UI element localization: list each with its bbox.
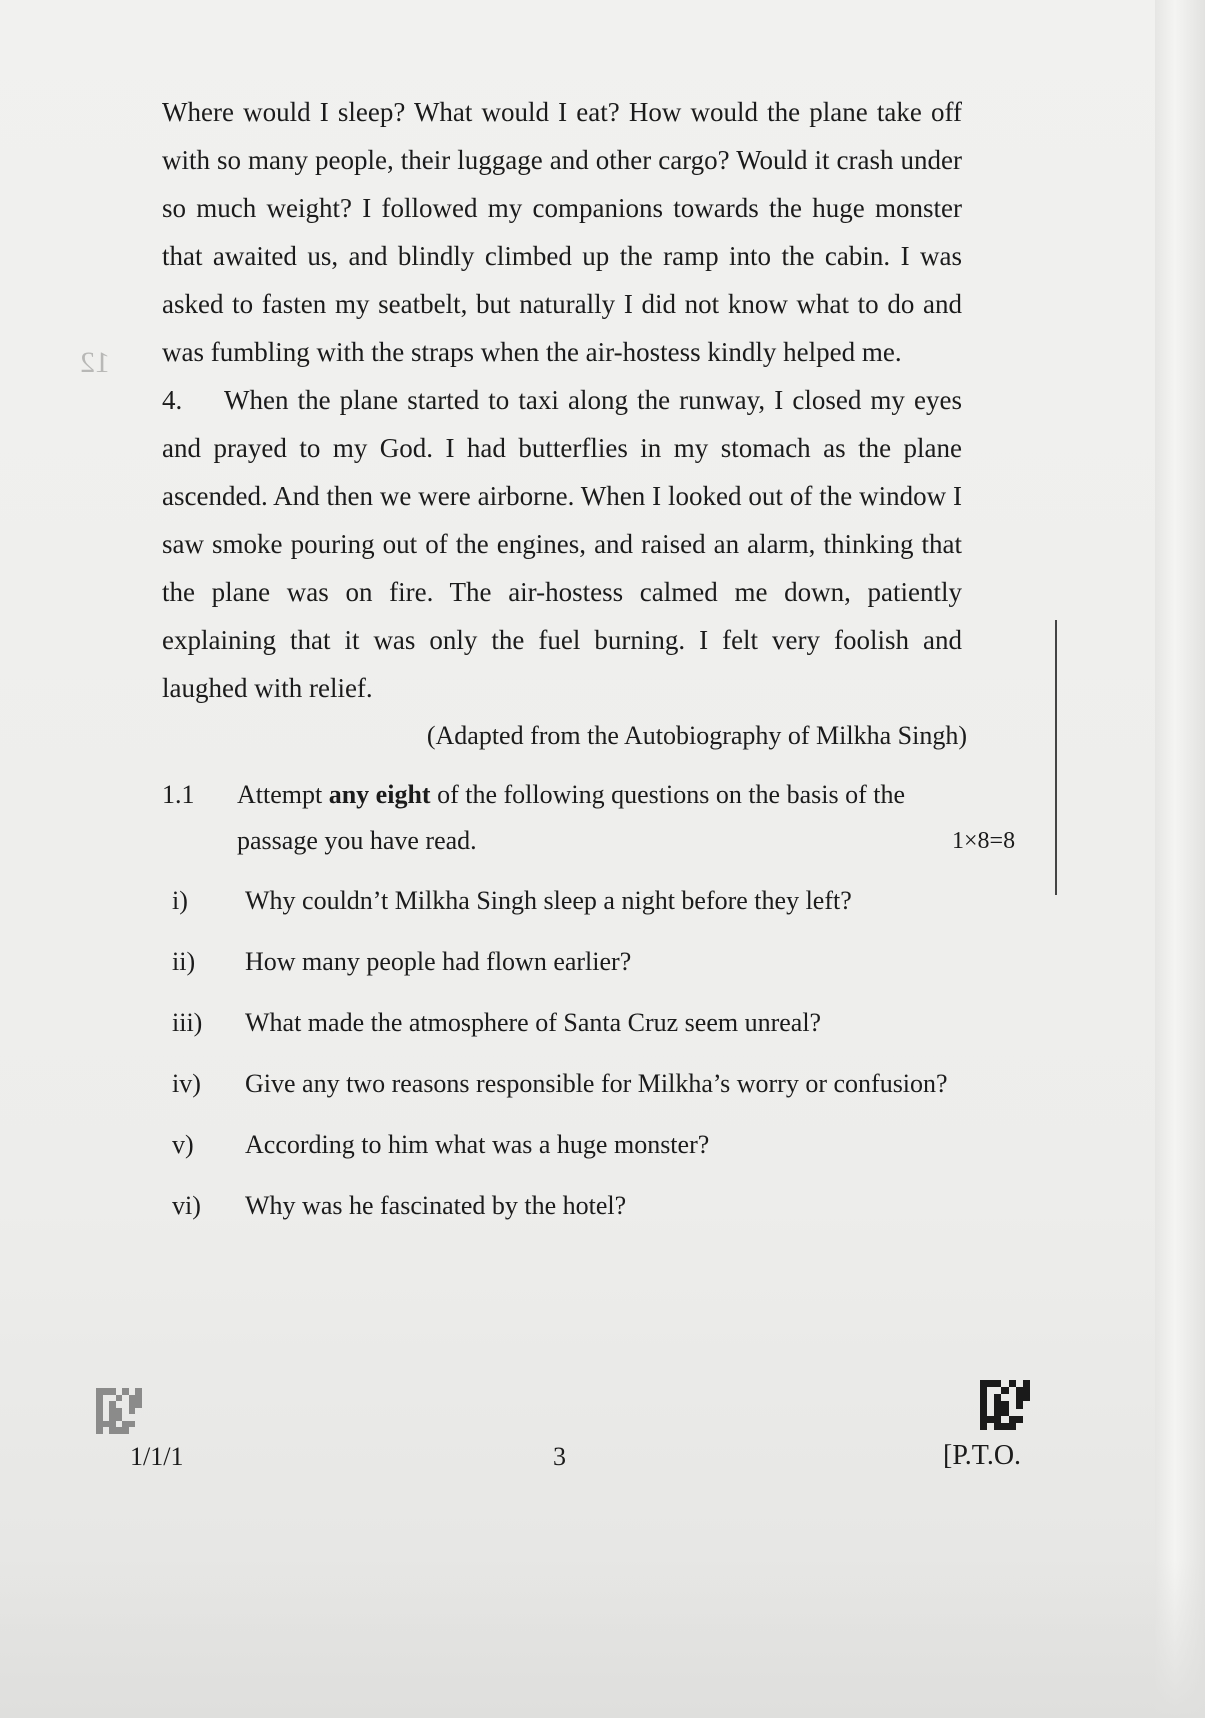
- paragraph-number: 4.: [162, 385, 183, 415]
- question-number: 1.1: [162, 780, 195, 809]
- qr-code-icon: [96, 1388, 142, 1434]
- paper-code: 1/1/1: [130, 1442, 184, 1471]
- question-text: How many people had flown earlier?: [245, 947, 632, 976]
- page-content: [162, 88, 1016, 1248]
- margin-line: [1055, 620, 1057, 895]
- question-text: Why couldn’t Milkha Singh sleep a night before they left?: [245, 886, 852, 915]
- question-text: According to him what was a huge monster?: [245, 1130, 710, 1159]
- instruction-emphasis: any eight: [328, 780, 431, 809]
- question-instruction: [162, 772, 1016, 864]
- passage-paragraph-4: [162, 376, 962, 712]
- show-through-margin-number: 12: [80, 346, 110, 379]
- passage-source: (Adapted from the Autobiography of Milkha Singh): [426, 721, 967, 750]
- question-item: [162, 1126, 962, 1164]
- question-item: [162, 943, 962, 981]
- question-roman-number: v): [172, 1130, 194, 1159]
- question-roman-number: i): [172, 886, 188, 915]
- question-list: [162, 882, 962, 1225]
- question-roman-number: vi): [172, 1191, 201, 1220]
- please-turn-over: [P.T.O.: [943, 1440, 1022, 1471]
- passage-paragraph: Where would I sleep? What would I eat? How would the plane take off with so many people, their luggage and other cargo? Would it crash under so much weight? I followed my companions towards the huge monster that awaited us, and blindly climbed up the ramp into the cabin. I was asked to fasten my seatbelt, but naturally I did not know what to do and was fumbling with the straps when the air-hostess kindly helped me.: [162, 97, 962, 367]
- bottom-shadow: [0, 1560, 1205, 1718]
- question-item: [162, 1187, 962, 1225]
- question-roman-number: iii): [172, 1008, 203, 1037]
- question-item: [162, 1065, 962, 1103]
- marks-label: 1×8=8: [952, 828, 1016, 854]
- instruction-text: Attempt any eight of the following questions on the basis of the passage you have read.: [237, 780, 905, 855]
- page-number: 3: [553, 1442, 566, 1471]
- question-roman-number: ii): [172, 947, 196, 976]
- question-text: Give any two reasons responsible for Milkha’s worry or confusion?: [245, 1069, 948, 1098]
- qr-code-icon: [980, 1380, 1030, 1430]
- question-text: What made the atmosphere of Santa Cruz seem unreal?: [245, 1008, 822, 1037]
- question-text: Why was he fascinated by the hotel?: [245, 1191, 627, 1220]
- question-item: [162, 882, 962, 920]
- paragraph-text: When the plane started to taxi along the runway, I closed my eyes and prayed to my God. I had butterflies in my stomach as the plane ascended. And then we were airborne. When I looked out of the window I saw smoke pouring out of the engines, and raised an alarm, thinking that the plane was on fire. The air-hostess calmed me down, patiently explaining that it was only the fuel burning. I felt very foolish and laughed with relief.: [162, 385, 962, 703]
- question-roman-number: iv): [172, 1069, 201, 1098]
- question-item: [162, 1004, 962, 1042]
- page-edge: [1155, 0, 1205, 1718]
